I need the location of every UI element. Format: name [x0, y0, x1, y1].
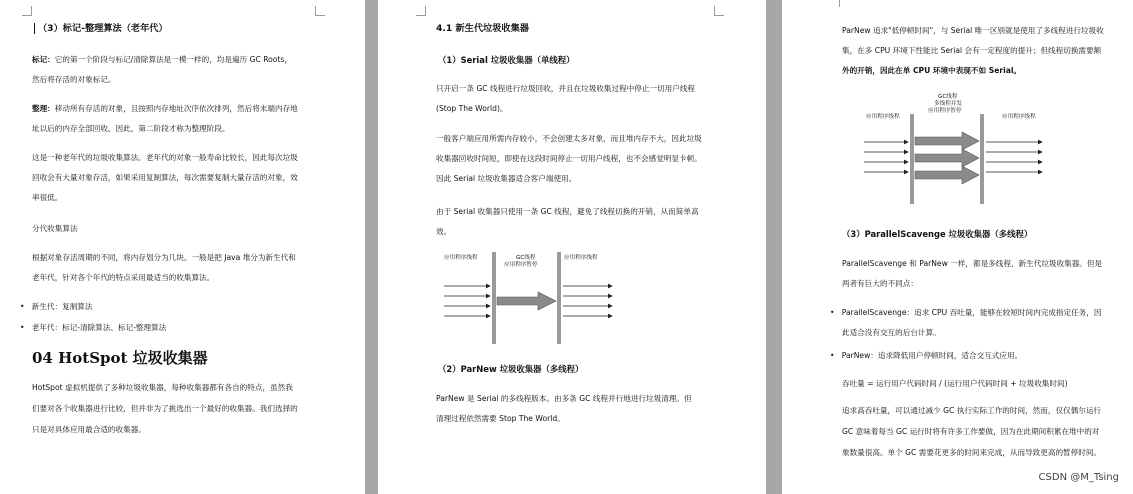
- text-line: 回收会有大量对象存活，如果采用复制算法，每次需要复制大量存活的对象，效: [32, 173, 298, 182]
- page-corner-mark: [416, 6, 426, 16]
- list-item-text: 老年代：标记-清除算法、标记-整理算法: [31, 323, 167, 332]
- text-line: ParallelScavenge 和 ParNew 一样，都是多线程、新生代垃圾收集器。但是: [842, 259, 1103, 268]
- text-line: 收集器回收时间短，即使在这段时间停止一切用户线程，也不会感觉明显卡顿。: [436, 154, 702, 163]
- text-line: GC 意味着每当 GC 运行时将有许多工作要做，因为在此期间积累在堆中的对: [842, 427, 1100, 436]
- document-page-1: [0, 0, 365, 494]
- heading-mark-compact: [34, 22, 168, 36]
- text-line: 此适合没有交互的后台计算。: [842, 328, 941, 337]
- text-line: 只开启一条 GC 线程进行垃圾回收，并且在垃圾收集过程中停止一切用户线程: [436, 84, 696, 93]
- diagram-label-app-threads-right: 应用程序线程: [564, 255, 598, 261]
- bold-label: 整理：: [32, 104, 55, 113]
- text-line: 效。: [436, 227, 452, 236]
- pause-end-bar: [980, 114, 984, 204]
- serial-diagram-graphic: [440, 252, 620, 344]
- text-line: HotSpot 虚拟机提供了多种垃圾收集器，每种收集器都有各自的特点，虽然我: [32, 383, 293, 392]
- diagram-label-gc-threads: GC线程: [938, 94, 958, 100]
- heading-text: （2）ParNew 垃圾收集器（多线程）: [438, 364, 584, 374]
- list-item: • ParallelScavenge：追求 CPU 吞吐量，能够在较短时间内完成指定任务，因: [830, 308, 1102, 317]
- text-line: 根据对象存活周期的不同，将内存划分为几块。一般是把 Java 堆分为新生代和: [32, 253, 296, 262]
- heading-hotspot: 04 HotSpot 垃圾收集器: [32, 349, 208, 367]
- diagram-label-gc-thread: GC线程: [516, 255, 536, 261]
- diagram-label-app-paused: 应用程序暂停: [928, 108, 962, 114]
- text-line: 们要对各个收集器进行比较，但并非为了挑选出一个最好的收集器。我们选择的: [32, 404, 298, 413]
- list-item-text: ParallelScavenge：追求 CPU 吞吐量，能够在较短时间内完成指定任务，因: [841, 308, 1102, 317]
- csdn-watermark: CSDN @M_Tsing: [1038, 472, 1119, 483]
- list-item-text: 新生代：复制算法: [31, 302, 93, 311]
- text-line: 象数量很高。单个 GC 需要花更多的时间来完成，从而导致更高的暂停时间。: [842, 448, 1102, 457]
- heading-text: （3）标记-整理算法（老年代）: [38, 23, 168, 34]
- text-line: 因此 Serial 垃圾收集器适合客户端使用。: [436, 174, 577, 183]
- heading-young-gen-collectors: 4.1 新生代垃圾收集器: [436, 23, 529, 34]
- text-line: ParNew 追求"低停顿时间"，与 Serial 唯一区别就是使用了多线程进行垃圾收: [842, 26, 1104, 35]
- document-page-2: [378, 0, 766, 494]
- text-line: ParNew 是 Serial 的多线程版本。由多条 GC 线程并行地进行垃圾清理。但: [436, 394, 692, 403]
- page-corner-mark: [714, 6, 724, 16]
- pause-start-bar: [910, 114, 914, 204]
- text-line: 清理过程依然需要 Stop The World。: [436, 414, 565, 423]
- diagram-label-multithread: 多线程并发: [934, 101, 962, 107]
- parnew-diagram-graphic: [862, 92, 1062, 204]
- diagram-label-app-threads-left: 应用程序线程: [444, 255, 478, 261]
- heading-serial: （1）Serial 垃圾收集器（单线程）: [438, 55, 575, 65]
- diagram-label-app-paused: 应用程序暂停: [504, 262, 538, 268]
- throughput-formula: 吞吐量 = 运行用户代码时间 / (运行用户代码时间 + 垃圾收集时间): [842, 379, 1068, 388]
- text-line: (Stop The World)。: [436, 104, 508, 113]
- text-line: 然后将存活的对象标记。: [32, 75, 116, 84]
- section-title-generational: 分代收集算法: [32, 224, 78, 233]
- text-line: 移动所有存活的对象，且按照内存地址次序依次排列，然后将末端内存地: [54, 104, 298, 113]
- heading-parallel-scavenge: （3）ParallelScavenge 垃圾收集器（多线程）: [842, 229, 1033, 239]
- pause-start-bar: [492, 252, 496, 344]
- text-line: 由于 Serial 收集器只使用一条 GC 线程，避免了线程切换的开销，从而简单高: [436, 207, 699, 216]
- serial-collector-diagram: [440, 252, 620, 344]
- text-line: 只是对具体应用最合适的收集器。: [32, 425, 146, 434]
- text-line: 老年代，针对各个年代的特点采用最适当的收集算法。: [32, 273, 215, 282]
- page-corner-mark: [22, 6, 32, 16]
- text-line: 这是一种老年代的垃圾收集算法。老年代的对象一般寿命比较长，因此每次垃圾: [32, 153, 298, 162]
- diagram-label-app-threads-right: 应用程序线程: [1002, 114, 1036, 120]
- text-line: 集，在多 CPU 环境下性能比 Serial 会有一定程度的提升；但线程切换需要额: [842, 46, 1102, 55]
- pause-end-bar: [557, 252, 561, 344]
- page-corner-mark: [315, 6, 325, 16]
- page-corner-mark: [830, 0, 840, 7]
- heading-parnew: [438, 362, 583, 376]
- list-item: • 老年代：标记-清除算法、标记-整理算法: [20, 323, 167, 332]
- parnew-collector-diagram: [862, 92, 1062, 204]
- list-item-text: ParNew：追求降低用户停顿时间，适合交互式应用。: [841, 351, 1023, 360]
- text-line: 一般客户端应用所需内存较小，不会创建太多对象，而且堆内存不大，因此垃圾: [436, 134, 702, 143]
- document-page-3: [782, 0, 1133, 494]
- text-line: 外的开销，因此在单 CPU 环境中表现不如 Serial。: [842, 66, 1022, 75]
- list-item: • ParNew：追求降低用户停顿时间，适合交互式应用。: [830, 351, 1023, 360]
- diagram-label-app-threads-left: 应用程序线程: [866, 114, 900, 120]
- gc-thread-arrows: [915, 132, 979, 184]
- text-line: 两者有巨大的不同点：: [842, 279, 918, 288]
- list-item: • 新生代：复制算法: [20, 302, 93, 311]
- bold-label: 标记：: [32, 55, 55, 64]
- text-line: 它的第一个阶段与标记/清除算法是一模一样的，均是遍历 GC Roots，: [54, 55, 292, 64]
- gc-thread-arrow: [497, 292, 556, 310]
- text-line: 率很低。: [32, 193, 63, 202]
- text-line: 追求高吞吐量，可以通过减少 GC 执行实际工作的时间，然而，仅仅偶尔运行: [842, 406, 1102, 415]
- text-line: 址以后的内存全部回收。因此，第二阶段才称为整理阶段。: [32, 124, 230, 133]
